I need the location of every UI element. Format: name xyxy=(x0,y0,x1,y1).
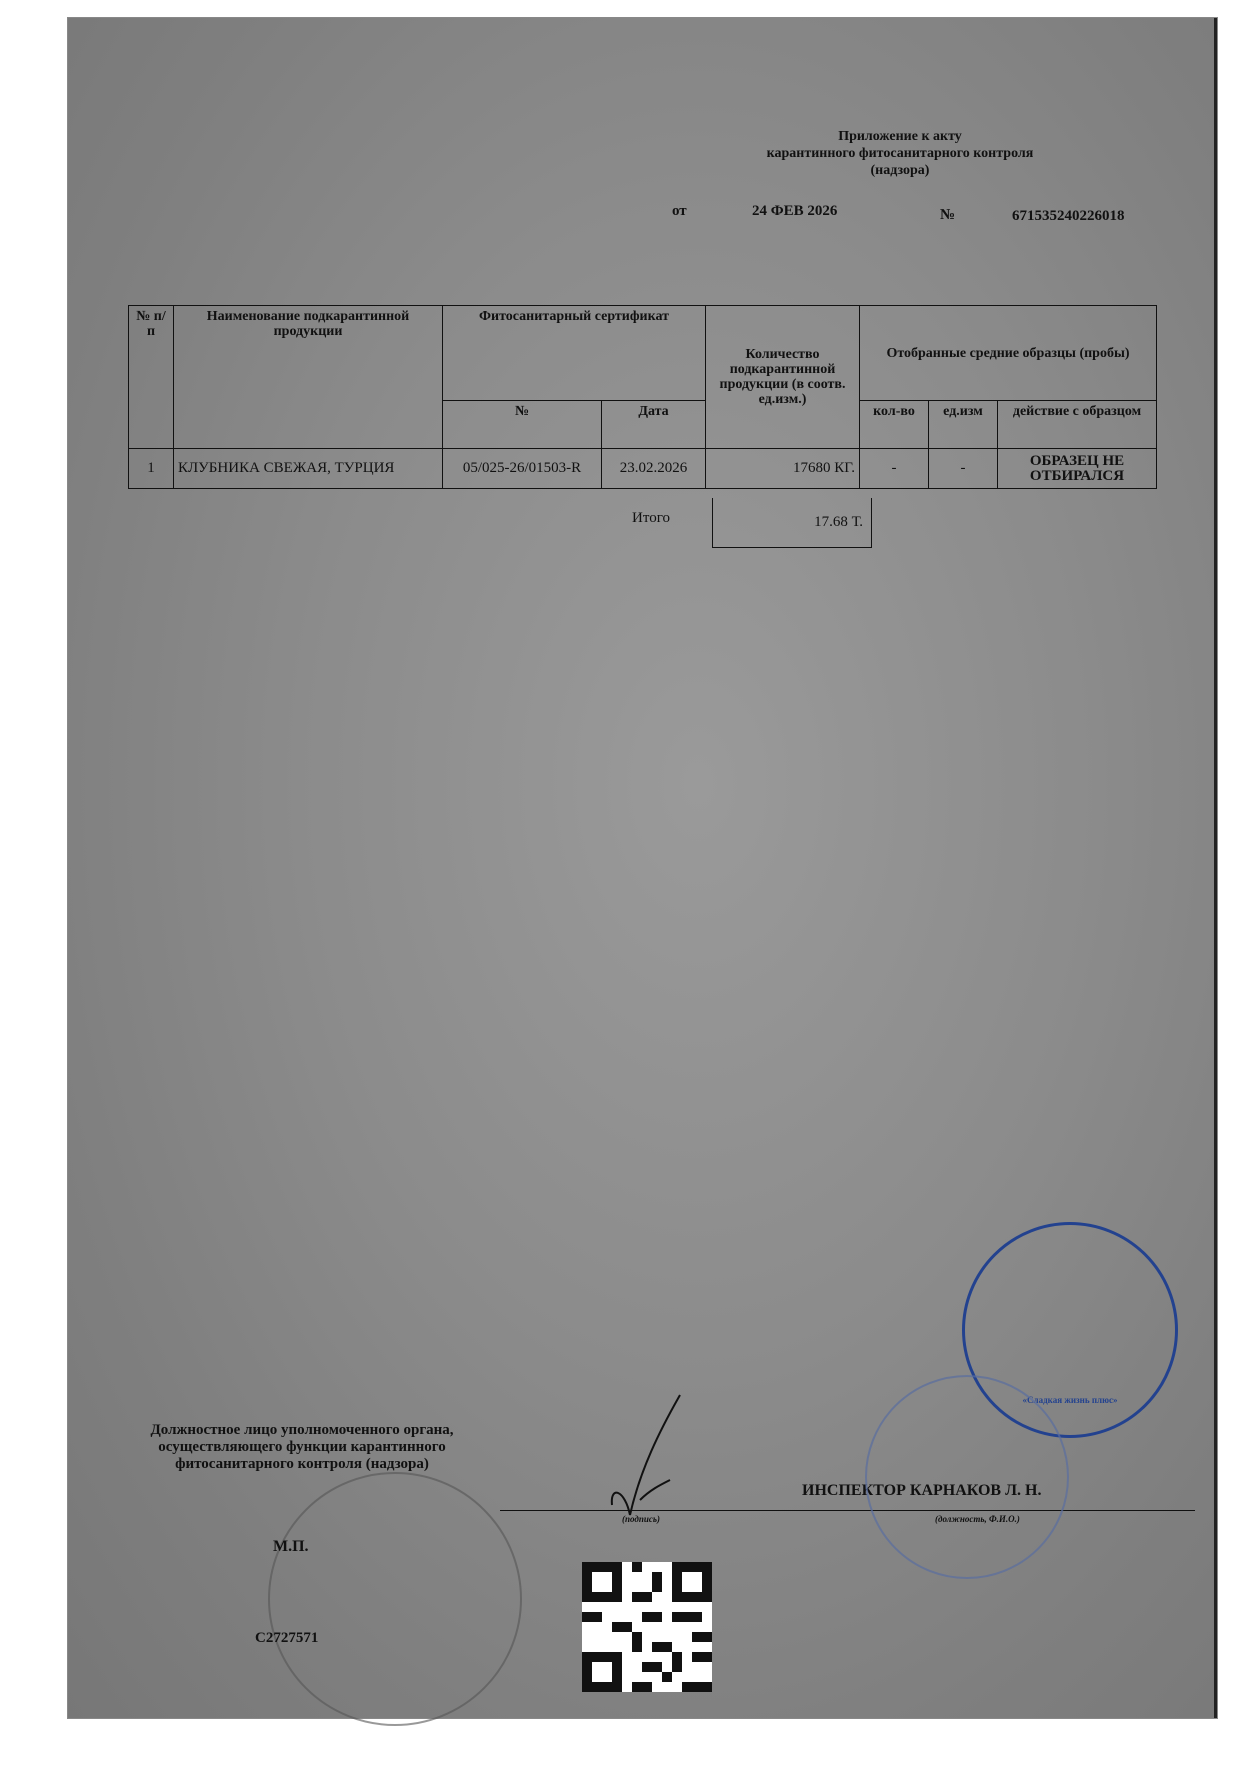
products-table xyxy=(128,305,1157,489)
header-cert-no: № xyxy=(443,401,602,449)
official-stamp xyxy=(268,1472,522,1726)
signature-caption: (подпись) xyxy=(622,1514,660,1524)
header-sample-qty: кол-во xyxy=(860,401,929,449)
official-text: Должностное лицо уполномоченного органа, осуществляющего функции карантинного фитосанитарного контроля (надзора) xyxy=(150,1422,454,1472)
header-sample-unit: ед.изм xyxy=(929,401,998,449)
row-sample-unit: - xyxy=(929,449,998,489)
total-label: Итого xyxy=(632,510,670,526)
number-label: № xyxy=(940,207,956,223)
header-cert-date: Дата xyxy=(602,401,706,449)
secondary-stamp xyxy=(865,1375,1069,1579)
date-label: от xyxy=(672,203,687,219)
header-certificate: Фитосанитарный сертификат xyxy=(443,306,706,401)
row-cert-date: 23.02.2026 xyxy=(602,449,706,489)
signature-line xyxy=(500,1510,1195,1511)
header-samples: Отобранные средние образцы (пробы) xyxy=(860,306,1157,401)
row-sample-qty: - xyxy=(860,449,929,489)
inspector-name: ИНСПЕКТОР КАРНАКОВ Л. Н. xyxy=(802,1482,1042,1499)
row-name: КЛУБНИКА СВЕЖАЯ, ТУРЦИЯ xyxy=(174,449,443,489)
signature-mark xyxy=(600,1390,690,1520)
appendix-title: Приложение к акту xyxy=(838,129,962,144)
table-row xyxy=(129,449,1157,489)
row-cert-no: 05/025-26/01503-R xyxy=(443,449,602,489)
row-sample-action: ОБРАЗЕЦ НЕ ОТБИРАЛСЯ xyxy=(998,449,1157,489)
company-stamp-text: «Сладкая жизнь плюс» xyxy=(1022,1395,1118,1405)
appendix-subtitle-2: (надзора) xyxy=(870,163,930,178)
header-num: № п/п xyxy=(129,306,174,449)
appendix-header xyxy=(740,128,1060,179)
total-value: 17.68 Т. xyxy=(712,498,872,548)
header-name: Наименование подкарантинной продукции xyxy=(174,306,443,449)
position-caption: (должность, Ф.И.О.) xyxy=(935,1514,1020,1524)
row-quantity: 17680 КГ. xyxy=(706,449,860,489)
appendix-subtitle: карантинного фитосанитарного контроля xyxy=(766,146,1034,161)
act-date: 24 ФЕВ 2026 xyxy=(752,203,838,219)
act-number: 671535240226018 xyxy=(1012,208,1125,224)
header-quantity: Количество подкарантинной продукции (в соотв. ед.изм.) xyxy=(706,306,860,449)
row-num: 1 xyxy=(129,449,174,489)
stamp-place: М.П. xyxy=(273,1538,309,1555)
form-serial: С2727571 xyxy=(255,1630,319,1646)
qr-code xyxy=(582,1562,712,1692)
header-sample-action: действие с образцом xyxy=(998,401,1157,449)
